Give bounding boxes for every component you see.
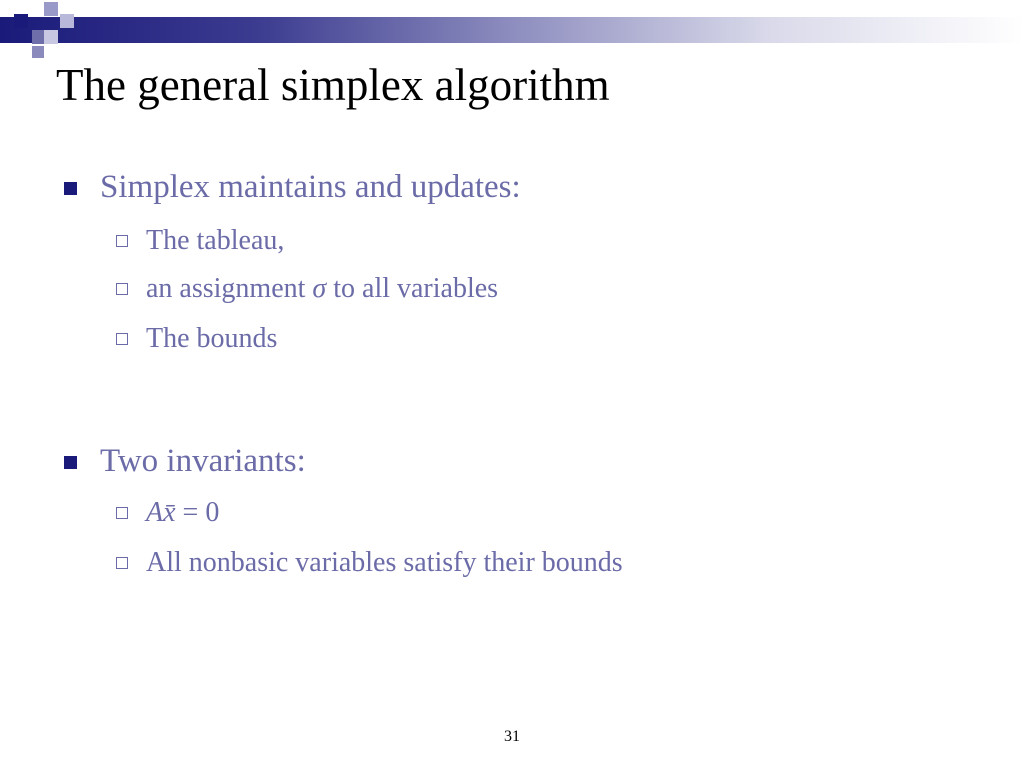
sub-bullet-box-icon (116, 507, 128, 519)
matrix-symbol: A (146, 497, 164, 528)
logo-square-mid (32, 46, 44, 58)
bullet-square-icon (64, 182, 77, 195)
bullet-square-icon (64, 456, 77, 469)
header-gradient-bar (0, 17, 1024, 43)
sub-bullet-text-part: an assignment (146, 273, 306, 304)
sub-bullet-text-part: to all variables (333, 273, 499, 304)
vector-symbol: x̄ (163, 497, 176, 528)
logo-square-light (44, 30, 58, 44)
sub-bullet-text: The bounds (146, 323, 278, 354)
equation-rhs: = 0 (182, 497, 220, 528)
equation (146, 496, 219, 530)
sub-bullet-box-icon (116, 235, 128, 247)
sub-bullet-box-icon (116, 557, 128, 569)
slide-title: The general simplex algorithm (56, 60, 610, 110)
sigma-symbol: σ (312, 273, 327, 304)
logo-square-dark (14, 14, 28, 28)
sub-bullet-text (146, 272, 498, 306)
page-number: 31 (504, 728, 520, 745)
sub-bullet-box-icon (116, 333, 128, 345)
bullet-text: Simplex maintains and updates: (100, 169, 521, 205)
bullet-text: Two invariants: (100, 443, 306, 479)
logo-square-light (60, 14, 74, 28)
sub-bullet-text: All nonbasic variables satisfy their bounds (146, 547, 623, 578)
sub-bullet-text: The tableau, (146, 225, 285, 256)
sub-bullet-box-icon (116, 283, 128, 295)
logo-square-light (44, 2, 58, 16)
